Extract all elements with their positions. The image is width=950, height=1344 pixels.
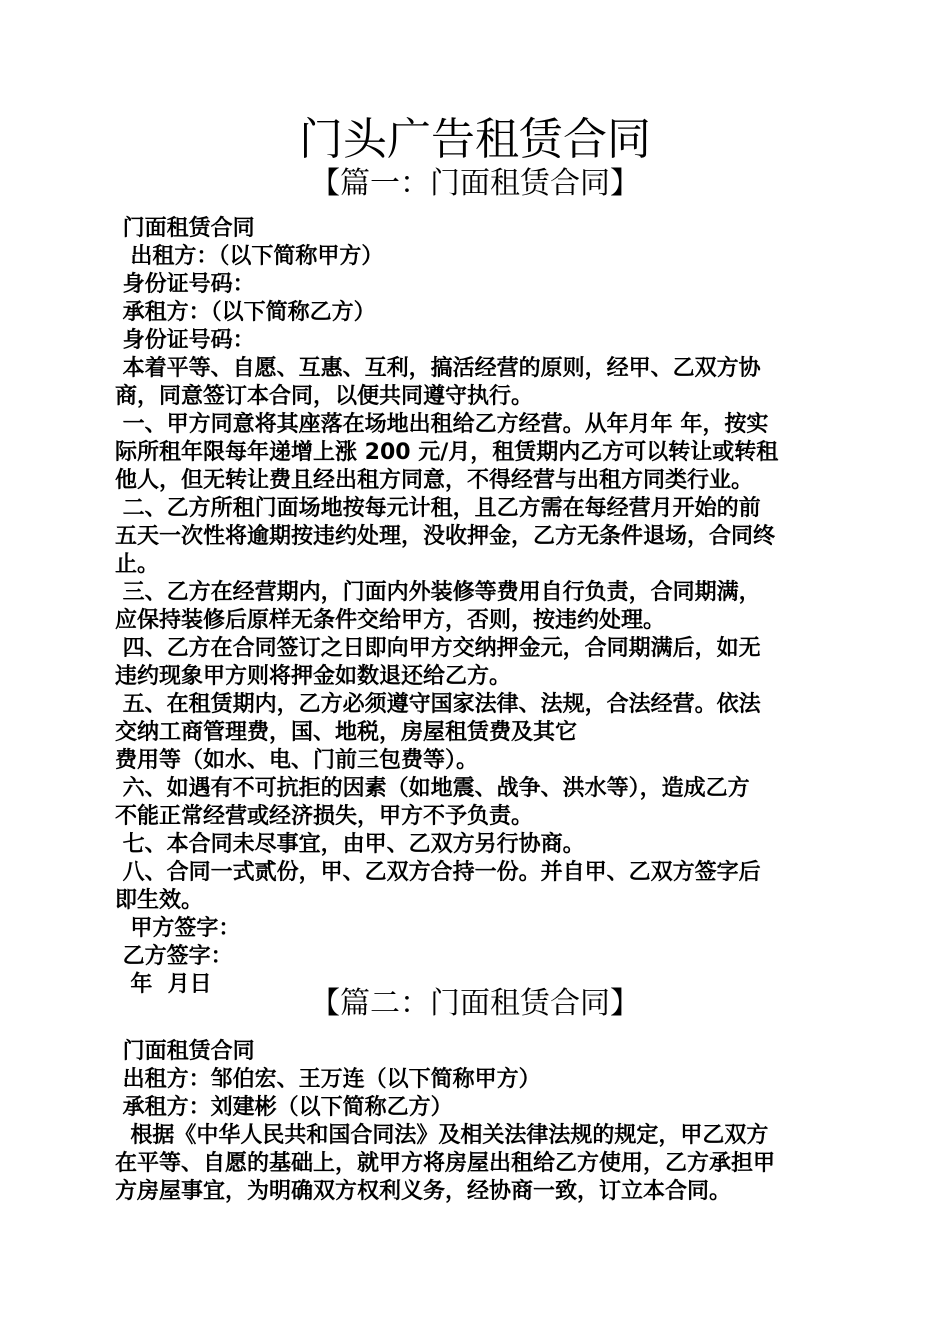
body-line: 交纳工商管理费，国、地税，房屋租赁费及其它: [115, 720, 578, 745]
body-line: 门面租赁合同: [115, 216, 255, 241]
body-line: 承租方：刘建彬（以下简称乙方）: [115, 1095, 453, 1120]
section-heading-2: 【篇二：门面租赁合同】: [310, 986, 640, 1021]
body-line: 不能正常经营或经济损失，甲方不予负责。: [115, 804, 534, 829]
body-line: 应保持装修后原样无条件交给甲方，否则，按违约处理。: [115, 608, 666, 633]
body-line: 乙方签字：: [115, 944, 233, 969]
section-heading-1: 【篇一：门面租赁合同】: [310, 166, 640, 201]
section-body-1: [115, 215, 835, 999]
body-line: 本着平等、自愿、互惠、互利，搞活经营的原则，经甲、乙双方协: [115, 356, 761, 381]
body-line: 五、在租赁期内，乙方必须遵守国家法律、法规，合法经营。依法: [115, 692, 761, 717]
body-line: 根据《中华人民共和国合同法》及相关法律法规的规定，甲乙双方: [115, 1123, 769, 1148]
body-line: 四、乙方在合同签订之日即向甲方交纳押金元，合同期满后，如无: [115, 636, 761, 661]
body-line: 出租方：（以下简称甲方）: [115, 244, 384, 269]
body-line: 一、甲方同意将其座落在场地出租给乙方经营。从年月年 年，按实: [115, 412, 769, 437]
body-line: 出租方：邹伯宏、王万连（以下简称甲方）: [115, 1067, 541, 1092]
document-title: 门头广告租赁合同: [299, 114, 651, 165]
body-line: 身份证号码：: [115, 328, 255, 353]
body-line: 甲方签字：: [115, 916, 241, 941]
body-line: 违约现象甲方则将押金如数退还给乙方。: [115, 664, 512, 689]
body-line: 际所租年限每年递增上涨 200 元/月，租赁期内乙方可以转让或转租: [115, 440, 779, 465]
body-line: 年 月日: [115, 972, 212, 997]
body-line: 方房屋事宜，为明确双方权利义务，经协商一致，订立本合同。: [115, 1179, 732, 1204]
body-line: 即生效。: [115, 888, 204, 913]
body-line: 二、乙方所租门面场地按每元计租，且乙方需在每经营月开始的前: [115, 496, 761, 521]
body-line: 商，同意签订本合同，以便共同遵守执行。: [115, 384, 534, 409]
body-line: 三、乙方在经营期内，门面内外装修等费用自行负责，合同期满，: [115, 580, 761, 605]
body-line: 止。: [115, 552, 160, 577]
body-line: 身份证号码：: [115, 272, 255, 297]
body-line: 五天一次性将逾期按违约处理，没收押金，乙方无条件退场，合同终: [115, 524, 776, 549]
body-line: 在平等、自愿的基础上，就甲方将房屋出租给乙方使用，乙方承担甲: [115, 1151, 776, 1176]
body-line: 七、本合同未尽事宜，由甲、乙双方另行协商。: [115, 832, 585, 857]
body-line: 费用等（如水、电、门前三包费等）。: [115, 748, 479, 773]
body-line: 六、如遇有不可抗拒的因素（如地震、战争、洪水等），造成乙方: [115, 776, 750, 801]
body-line: 门面租赁合同: [115, 1039, 255, 1064]
body-line: 承租方：（以下简称乙方）: [115, 300, 376, 325]
body-line: 他人，但无转让费且经出租方同意，不得经营与出租方同类行业。: [115, 468, 754, 493]
body-line: 八、合同一式贰份，甲、乙双方合持一份。并自甲、乙双方签字后: [115, 860, 761, 885]
section-body-2: [115, 1038, 835, 1206]
